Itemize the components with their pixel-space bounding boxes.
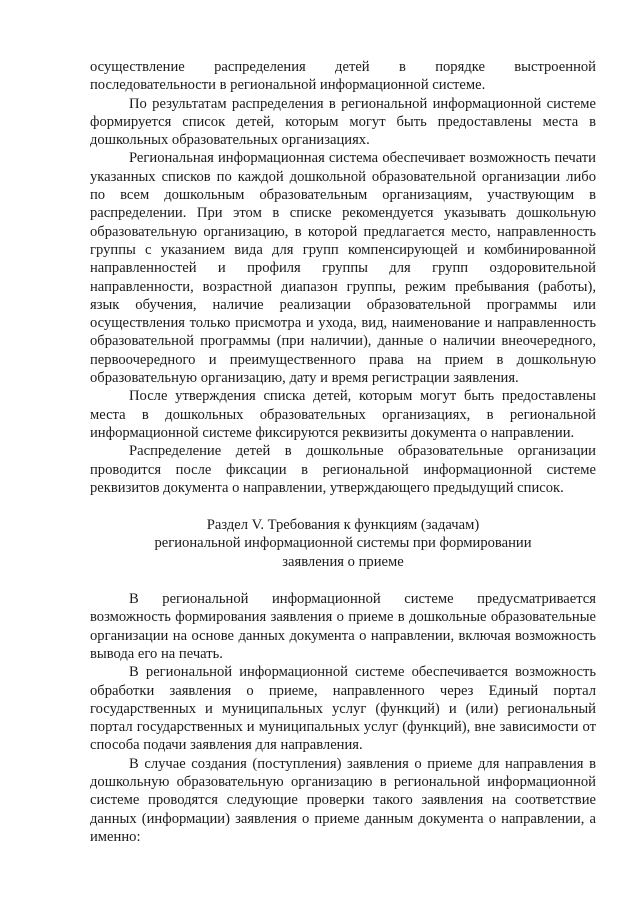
- section-heading-line-1: Раздел V. Требования к функциям (задачам): [206, 517, 480, 534]
- paragraph-application-processing: В региональной информационной системе обеспечивается возможность обработки заявления о приеме, направленного через Единый портал государственных и муниципальных услуг (функций) и (или) региональный портал государственных и муниципальных услуг (функций), вне зависимости от способа подачи заявления для направления.: [90, 664, 596, 754]
- document-body: [90, 58, 596, 846]
- paragraph-distribution-order: Распределение детей в дошкольные образовательные организации проводится после фиксации в региональной информационной системе реквизитов документа о направлении, утверждающего предыдущий список.: [90, 443, 596, 496]
- paragraph-application-checks: В случае создания (поступления) заявления о приеме для направления в дошкольную образовательную организацию в региональной информационной системе проводятся следующие проверки такого заявления на соответствие данных (информации) заявления о приеме данным документа о направлении, а именно:: [90, 755, 596, 845]
- section-heading: [90, 516, 596, 571]
- section-heading-line-3: заявления о приеме: [282, 553, 404, 570]
- section-heading-line-2: региональной информационной системы при формировании: [154, 535, 532, 552]
- paragraph-distribution-continuation: осуществление распределения детей в порядке выстроенной последовательности в региональной информационной системе.: [90, 59, 596, 94]
- paragraph-list-approval: После утверждения списка детей, которым могут быть предоставлены места в дошкольных образовательных организациях, в региональной информационной системе фиксируются реквизиты документа о направлении.: [90, 388, 596, 441]
- paragraph-list-printing: Региональная информационная система обеспечивает возможность печати указанных списков по каждой дошкольной образовательной организации либо по всем дошкольным образовательным организациям, участвующим в распределении. При этом в списке рекомендуется указывать дошкольную образовательную организацию, в которой предлагается место, направленность группы с указанием вида для групп компенсирующей и комбинированной направленностей и профиля группы для групп оздоровительной направленности, возрастной диапазон группы, режим пребывания (работы), язык обучения, наличие реализации образовательной программы или осуществления только присмотра и ухода, вид, наименование и направленность образовательной программы (при наличии), данные о наличии внеочередного, первоочередного и преимущественного права на прием в дошкольную образовательную организацию, дату и время регистрации заявления.: [90, 150, 596, 387]
- paragraph-list-formation: По результатам распределения в региональной информационной системе формируется список детей, которым могут быть предоставлены места в дошкольных образовательных организациях.: [90, 95, 596, 149]
- paragraph-application-formation: В региональной информационной системе предусматривается возможность формирования заявления о приеме в дошкольные образовательные организации на основе данных документа о направлении, включая возможность вывода его на печать.: [90, 591, 596, 662]
